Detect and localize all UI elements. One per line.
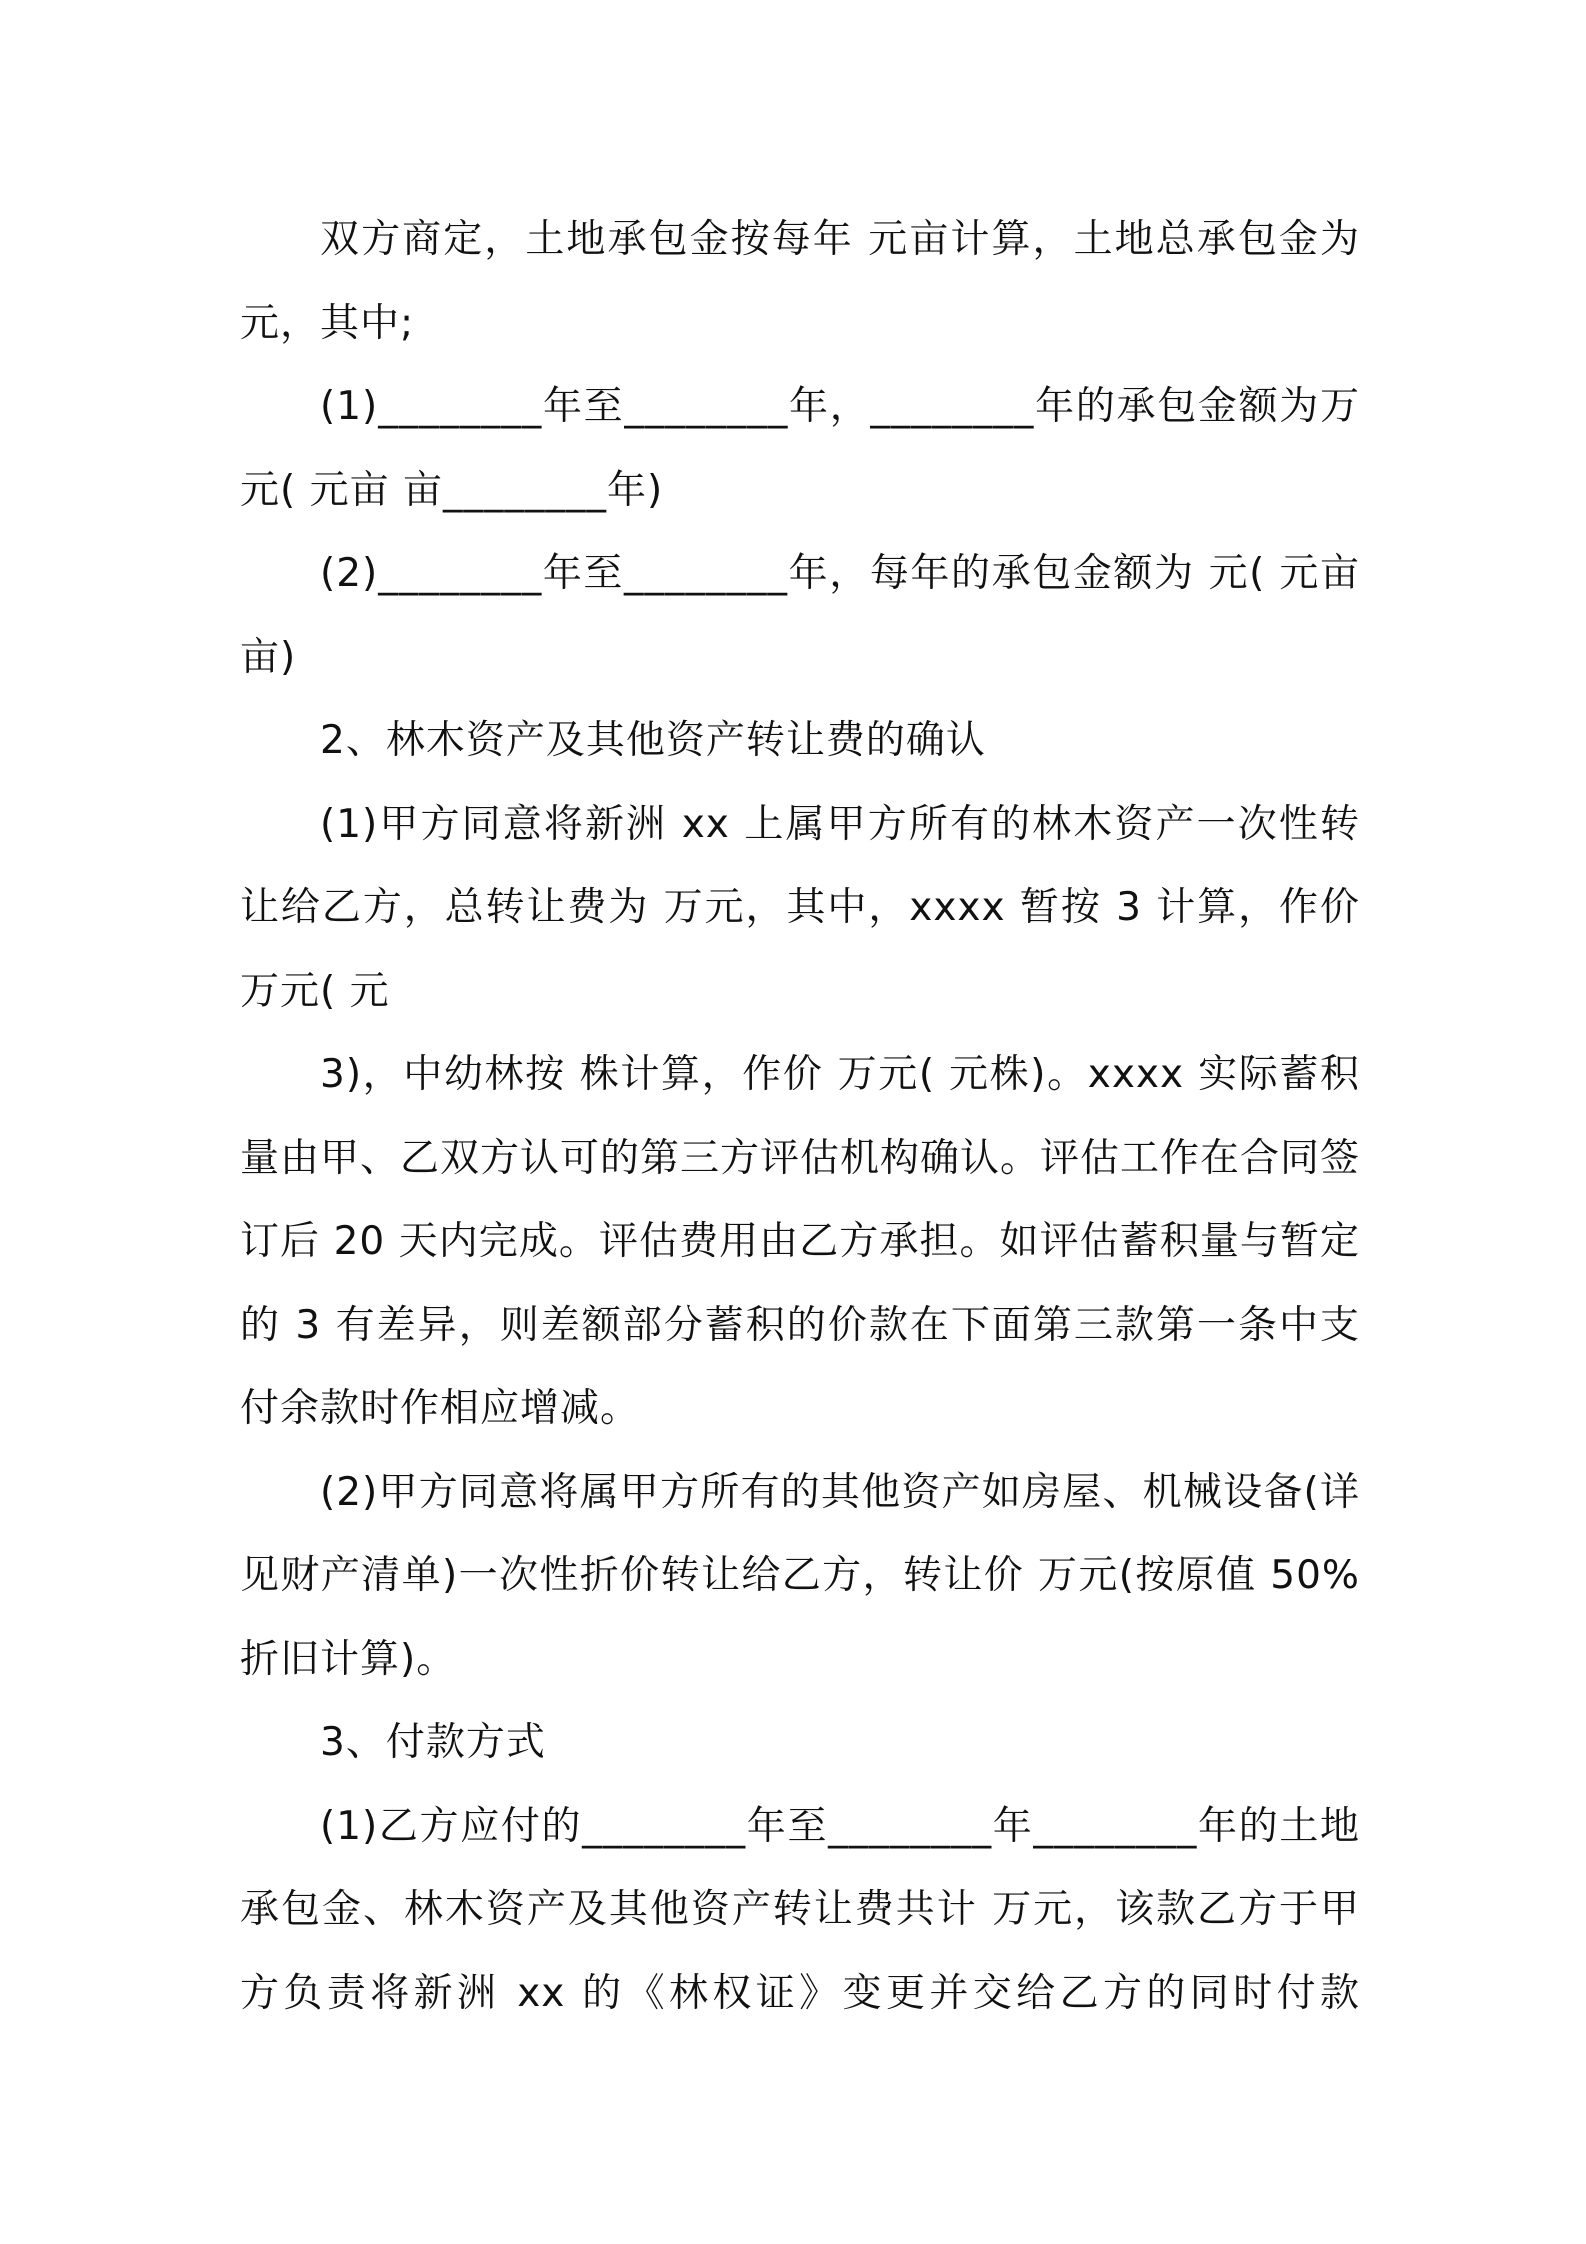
- paragraph-rent-period-1: (1)________年至________年，________年的承包金额为万元( 元亩 亩________年): [240, 384, 1360, 513]
- paragraph-rent-period-2: (2)________年至________年，每年的承包金额为 元( 元亩 亩): [240, 551, 1360, 680]
- paragraph-forest-asset-transfer: (1)甲方同意将新洲 xx 上属甲方所有的林木资产一次性转让给乙方，总转让费为 万元，其中，xxxx 暂按 3 计算，作价 万元( 元: [240, 801, 1360, 1014]
- paragraph-rent-agreement: 双方商定，土地承包金按每年 元亩计算，土地总承包金为元，其中;: [240, 217, 1360, 346]
- section-heading-payment-method: 3、付款方式: [320, 1720, 546, 1765]
- paragraph-other-asset-transfer: (2)甲方同意将属甲方所有的其他资产如房屋、机械设备(详见财产清单)一次性折价转让给乙方，转让价 万元(按原值 50%折旧计算)。: [240, 1469, 1360, 1682]
- section-heading-asset-transfer-fee: 2、林木资产及其他资产转让费的确认: [320, 718, 986, 763]
- paragraph-payment-terms: (1)乙方应付的________年至________年________年的土地承包金、林木资产及其他资产转让费共计 万元，该款乙方于甲方负责将新洲 xx 的《林权证》变更并交给乙方的同时付款: [240, 1803, 1360, 2016]
- paragraph-young-forest-valuation: 3)，中幼林按 株计算，作价 万元( 元株)。xxxx 实际蓄积量由甲、乙双方认可的第三方评估机构确认。评估工作在合同签订后 20 天内完成。评估费用由乙方承担。如评估蓄积量与暂定的 3 有差异，则差额部分蓄积的价款在下面第三款第一条中支付余款时作相应增减。: [240, 1052, 1361, 1431]
- document-page: [240, 198, 1360, 2035]
